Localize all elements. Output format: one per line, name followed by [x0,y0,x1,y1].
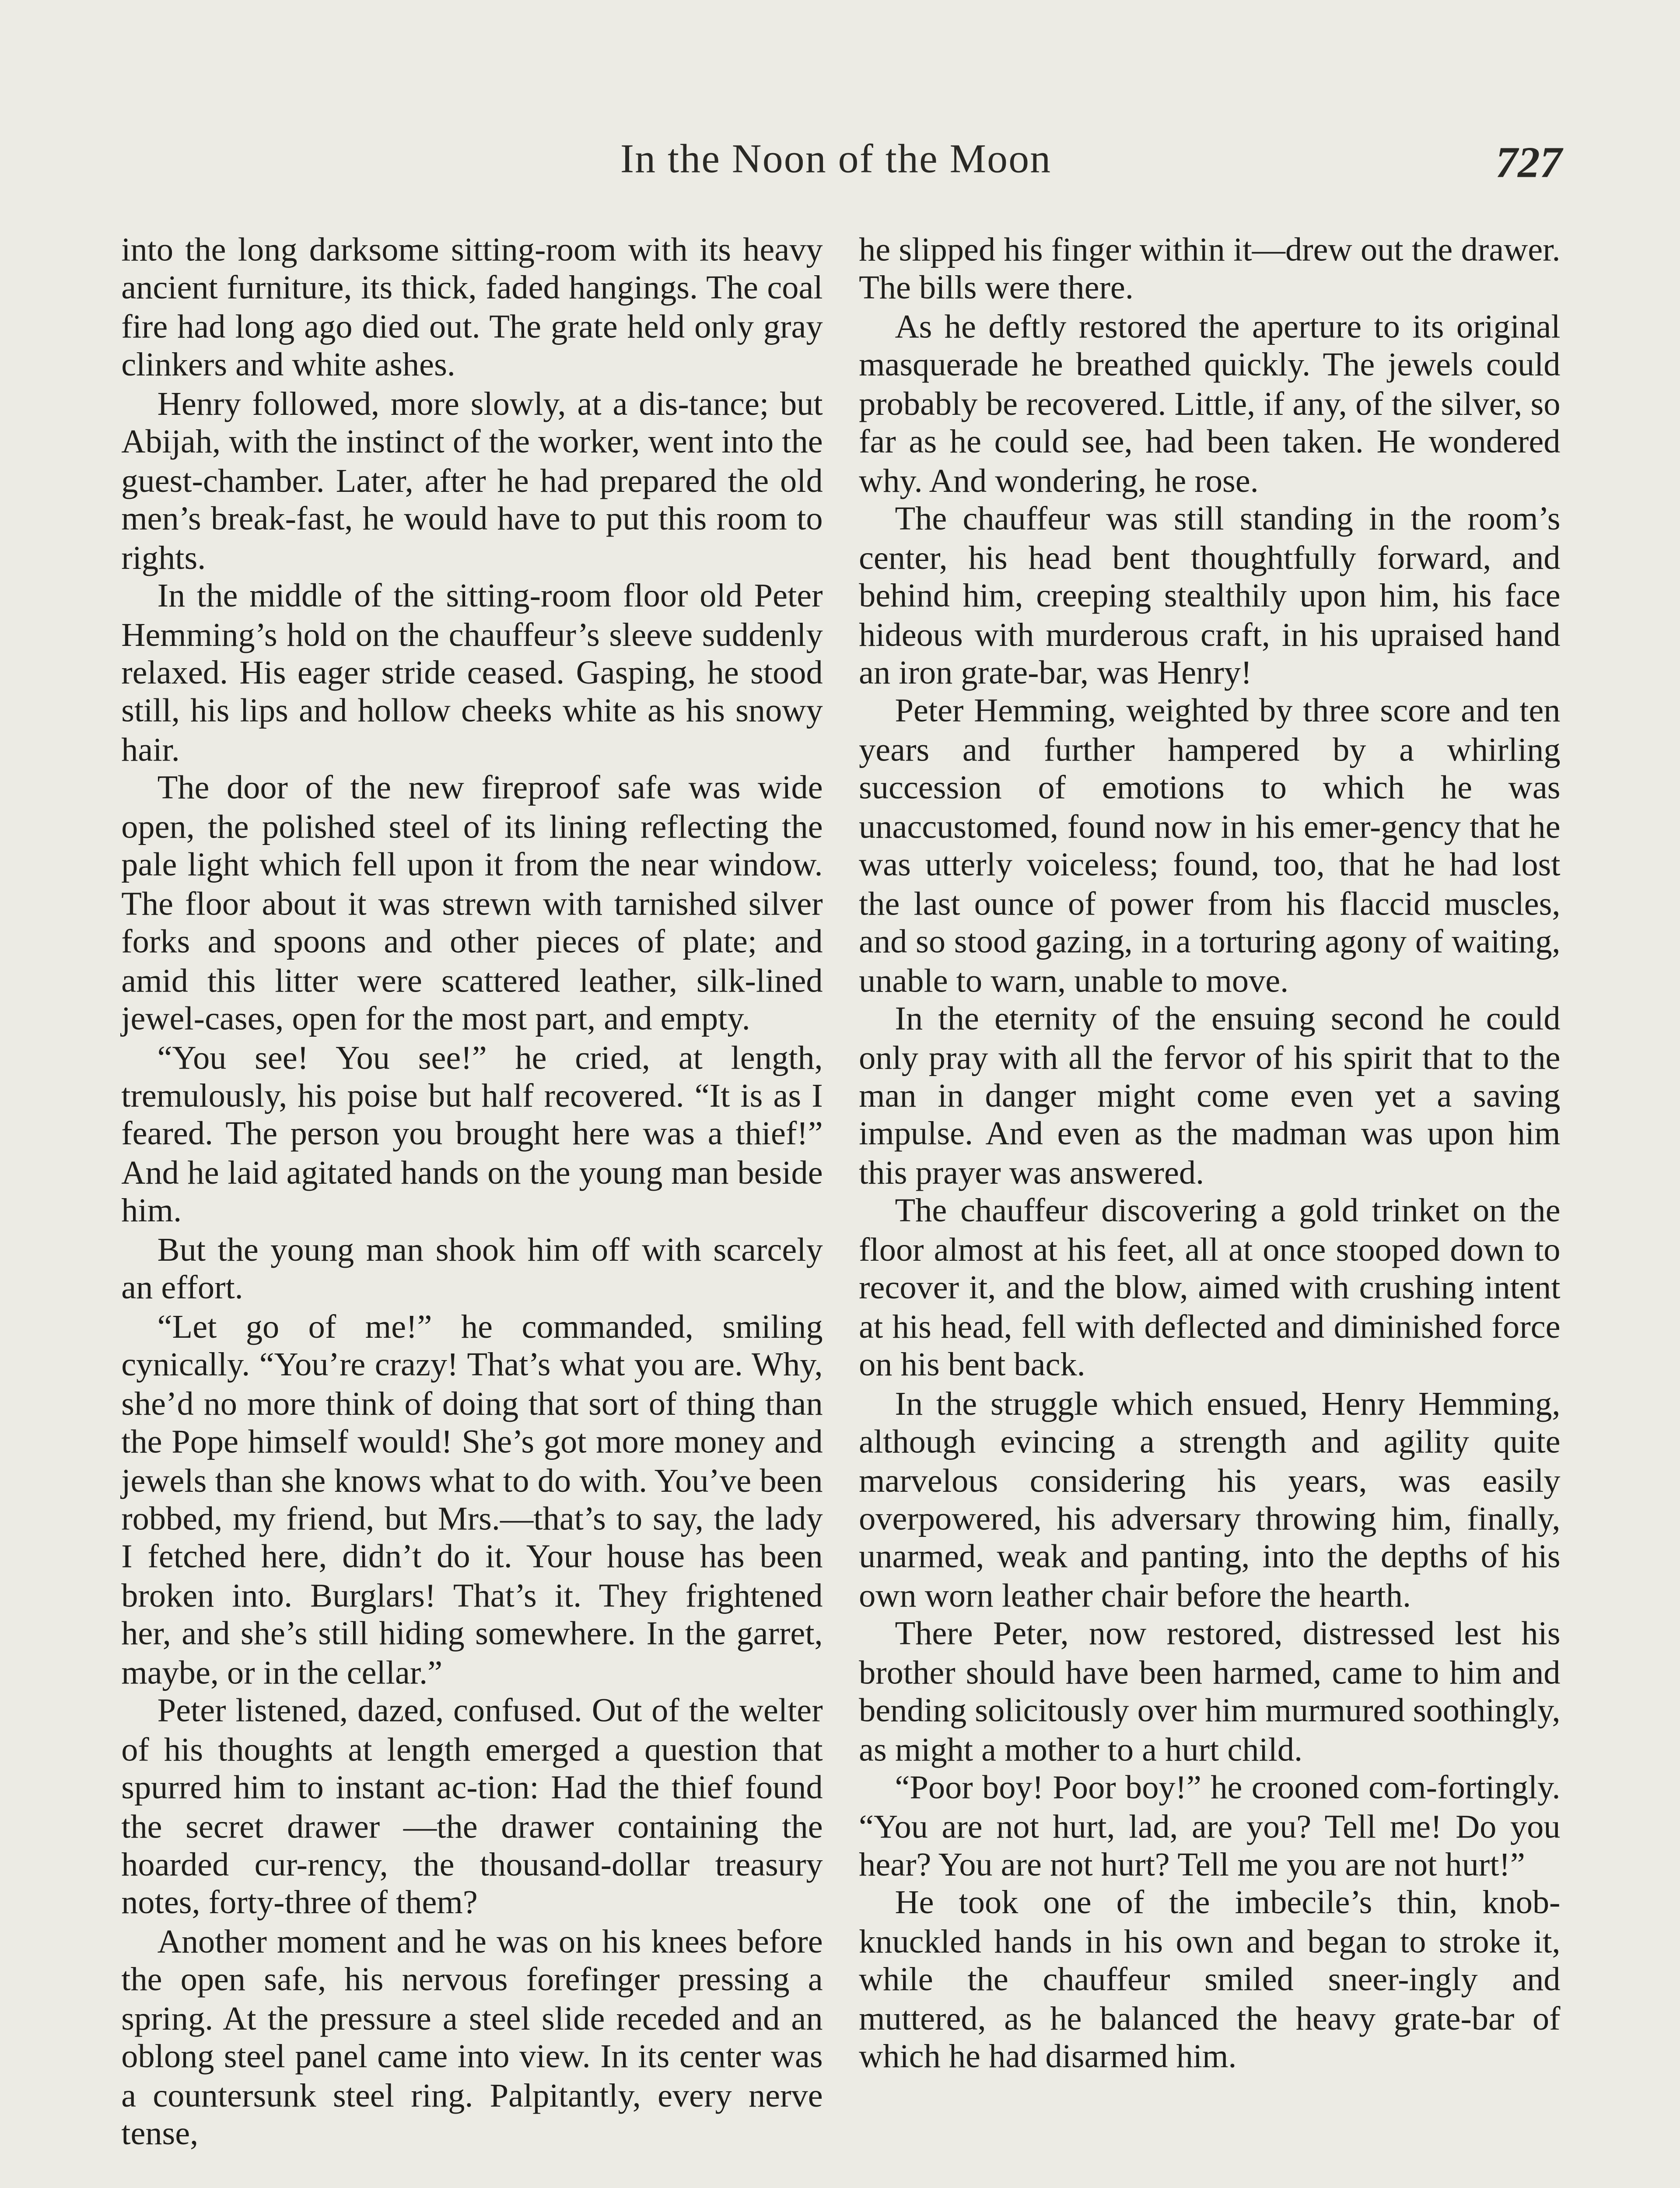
left-column [121,233,822,2155]
paragraph: he slipped his finger within it—drew out the drawer. The bills were there. [859,232,1561,308]
page-header [0,134,1680,200]
paragraph: Peter listened, dazed, confused. Out of the welter of his thoughts at length emerged a question that spurred him to instant ac-tion: Had the thief found the secret drawer —the drawer containing the hoarded cur-rency, the thousand-dollar treasury notes, forty-three of them? [121,1694,823,1922]
paragraph: Another moment and he was on his knees before the open safe, his nervous forefinger pressing a spring. At the pressure a steel slide receded and an oblong steel panel came into view. In its center was a countersunk steel ring. Palpitantly, every nerve tense, [121,1924,823,2153]
right-column [859,233,1560,2078]
paragraph: “Let go of me!” he commanded, smiling cynically. “You’re crazy! That’s what you are. Why, she’d no more think of doing that sort of thing than the Pope himself would! She’s got more money and jewels than she knows what to do with. You’ve been robbed, my friend, but Mrs.—that’s to say, the lady I fetched here, didn’t do it. Your house has been broken into. Burglars! That’s it. They frightened her, and she’s still hiding somewhere. In the garret, maybe, or in the cellar.” [121,1309,823,1692]
paragraph: In the struggle which ensued, Henry Hemming, although evincing a strength and agility quite marvelous considering his years, was easily overpowered, his adversary throwing him, finally, unarmed, weak and panting, into the depths of his own worn leather chair before the hearth. [859,1386,1561,1615]
paragraph: But the young man shook him off with scarcely an effort. [121,1232,823,1307]
paragraph: Peter Hemming, weighted by three score and ten years and further hampered by a whirling succession of emotions to which he was unaccustomed, found now in his emer-gency that he was utterly voiceless; found, too, that he had lost the last ounce of power from his flaccid muscles, and so stood gazing, in a torturing agony of waiting, unable to warn, unable to move. [859,694,1561,999]
page-number: 727 [1495,137,1562,187]
paragraph: “You see! You see!” he cried, at length, tremulously, his poise but half recovered. “It is as I feared. The person you brought here was a thief!” And he laid agitated hands on the young man beside him. [121,1040,823,1230]
paragraph: He took one of the imbecile’s thin, knob-knuckled hands in his own and began to stroke it, while the chauffeur smiled sneer-ingly and muttered, as he balanced the heavy grate-bar of which he had disarmed him. [859,1886,1561,2076]
paragraph: Henry followed, more slowly, at a dis-tance; but Abijah, with the instinct of the worker, went into the guest-chamber. Later, after he had prepared the old men’s break-fast, he would have to put this room to rights. [121,386,823,577]
paragraph: “Poor boy! Poor boy!” he crooned com-fortingly. “You are not hurt, lad, are you? Tell me! Do you hear? You are not hurt? Tell me you are not hurt!” [859,1771,1561,1884]
paragraph: The door of the new fireproof safe was wide open, the polished steel of its lining reflecting the pale light which fell upon it from the near window. The floor about it was strewn with tarnished silver forks and spoons and other pieces of plate; and amid this litter were scattered leather, silk-lined jewel-cases, open for the most part, and empty. [121,771,823,1038]
paragraph: In the middle of the sitting-room floor old Peter Hemming’s hold on the chauffeur’s sleeve suddenly relaxed. His eager stride ceased. Gasping, he stood still, his lips and hollow cheeks white as his snowy hair. [121,579,823,769]
paragraph: As he deftly restored the aperture to its original masquerade he breathed quickly. The jewels could probably be recovered. Little, if any, of the silver, so far as he could see, had been taken. He wondered why. And wondering, he rose. [859,309,1561,500]
paragraph: The chauffeur was still standing in the room’s center, his head bent thoughtfully forward, and behind him, creeping stealthily upon him, his face hideous with murderous craft, in his upraised hand an iron grate-bar, was Henry! [859,502,1561,692]
paragraph: In the eternity of the ensuing second he could only pray with all the fervor of his spirit that to the man in danger might come even yet a saving impulse. And even as the madman was upon him this prayer was answered. [859,1002,1561,1192]
paragraph: There Peter, now restored, distressed lest his brother should have been harmed, came to him and bending solicitously over him murmured soothingly, as might a mother to a hurt child. [859,1617,1561,1769]
paragraph: The chauffeur discovering a gold trinket on the floor almost at his feet, all at once stooped down to recover it, and the blow, aimed with crushing intent at his head, fell with deflected and diminished force on his bent back. [859,1194,1561,1384]
running-title: In the Noon of the Moon [620,137,1052,182]
paragraph: into the long darksome sitting-room with its heavy ancient furniture, its thick, faded hangings. The coal fire had long ago died out. The grate held only gray clinkers and white ashes. [121,232,823,384]
